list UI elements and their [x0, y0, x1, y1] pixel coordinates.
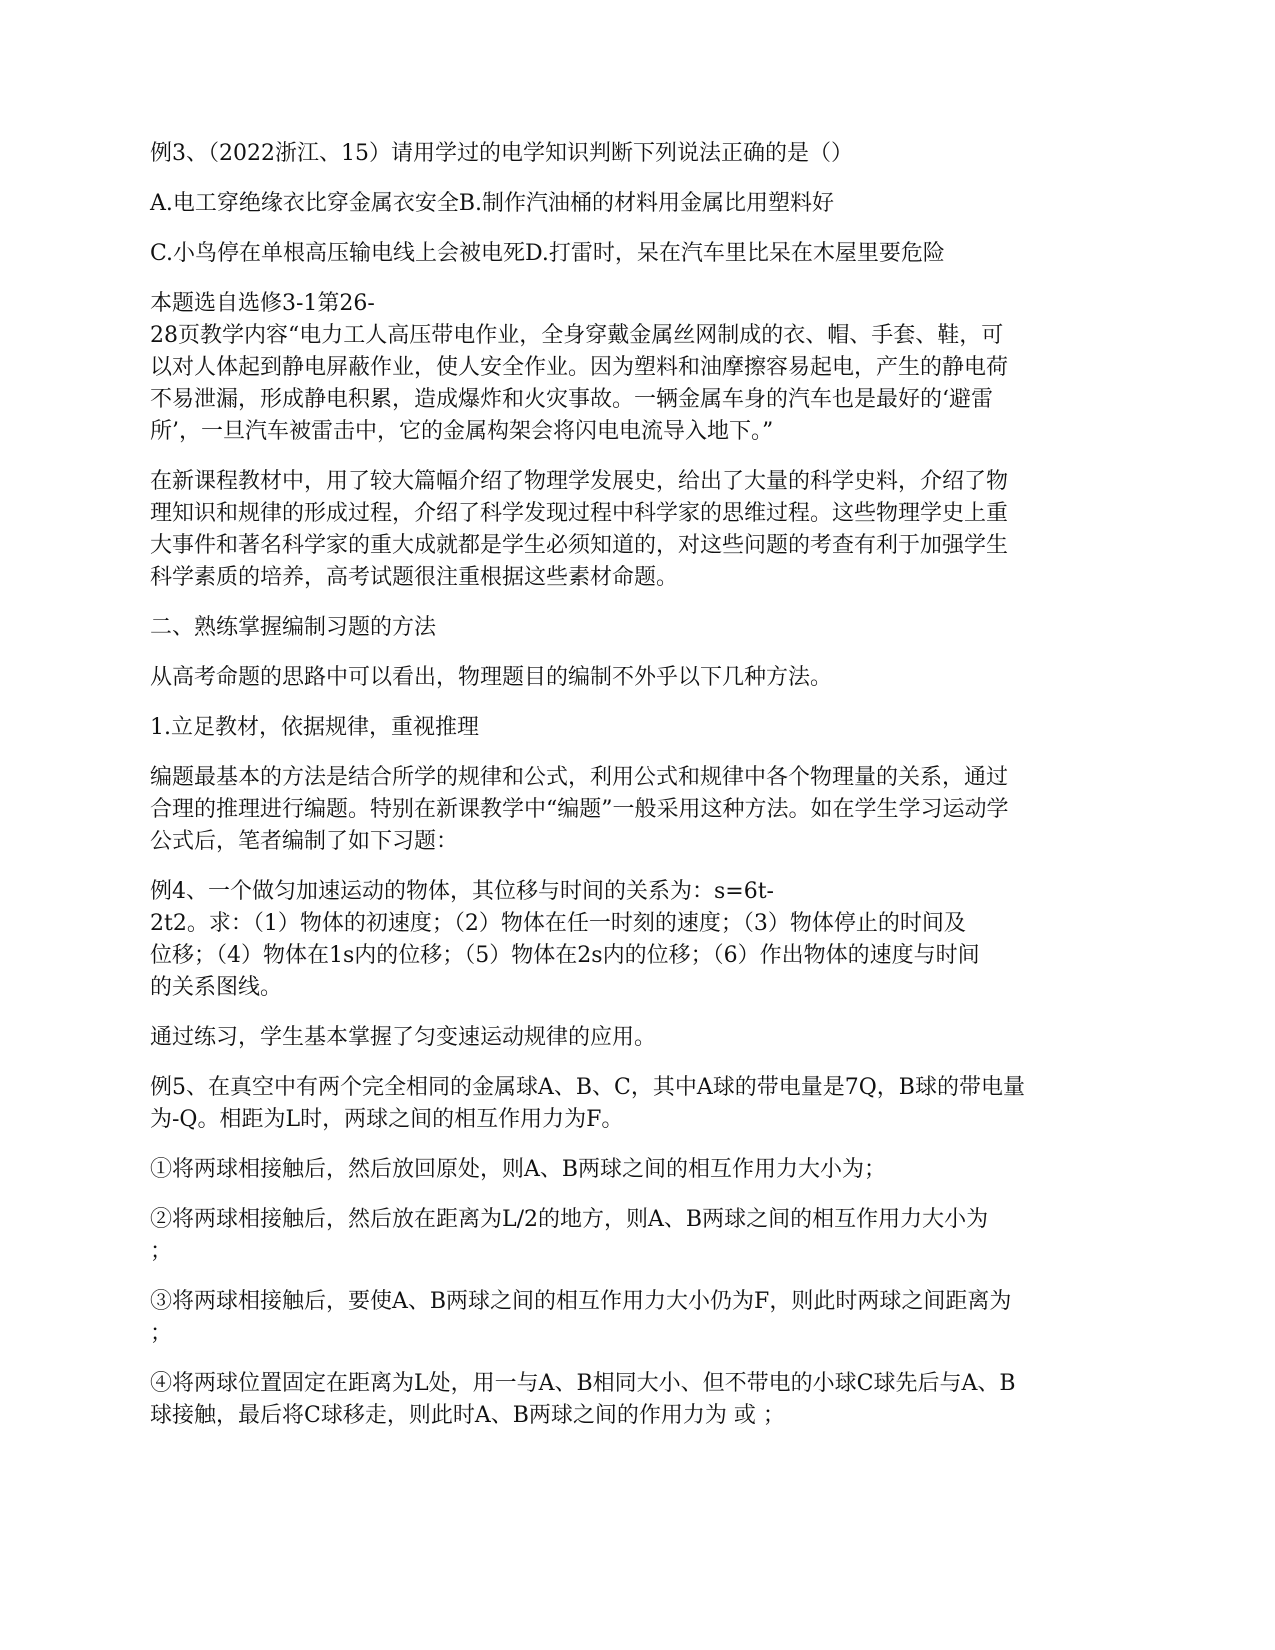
text-line: ；	[150, 1239, 173, 1264]
text-line: 球接触，最后将C球移走，则此时A、B两球之间的作用力为 或 ；	[150, 1403, 785, 1428]
text-line: 科学素质的培养，高考试题很注重根据这些素材命题。	[150, 565, 679, 590]
method-1-heading	[150, 712, 1125, 744]
history-paragraph	[150, 466, 1125, 594]
text-line: 二、熟练掌握编制习题的方法	[150, 615, 437, 640]
text-line: 2t2。求：（1）物体的初速度；（2）物体在任一时刻的速度；（3）物体停止的时间及	[150, 911, 966, 936]
text-line: 例5、在真空中有两个完全相同的金属球A、B、C，其中A球的带电量是7Q，B球的带电量	[150, 1075, 1025, 1100]
example5-question-3	[150, 1286, 1125, 1350]
text-line: ③将两球相接触后，要使A、B两球之间的相互作用力大小仍为F，则此时两球之间距离为	[150, 1289, 1012, 1314]
text-line: 例4、一个做匀加速运动的物体，其位移与时间的关系为：s=6t-	[150, 879, 774, 904]
text-line: ②将两球相接触后，然后放在距离为L/2的地方，则A、B两球之间的相互作用力大小为	[150, 1207, 989, 1232]
method-1-body-paragraph	[150, 762, 1125, 858]
text-line: 大事件和著名科学家的重大成就都是学生必须知道的，对这些问题的考查有利于加强学生	[150, 533, 1009, 558]
text-line: 通过练习，学生基本掌握了匀变速运动规律的应用。	[150, 1025, 657, 1050]
text-line: 合理的推理进行编题。特别在新课教学中“编题”一般采用这种方法。如在学生学习运动学	[150, 797, 1009, 822]
text-line: 公式后，笔者编制了如下习题：	[150, 829, 459, 854]
practice-note-paragraph	[150, 1022, 1125, 1054]
example3-question	[150, 138, 1125, 170]
text-line: 所’，一旦汽车被雷击中，它的金属构架会将闪电电流导入地下。”	[150, 419, 774, 444]
example3-options-ab	[150, 188, 1125, 220]
textbook-source-paragraph	[150, 288, 1125, 448]
text-line: ④将两球位置固定在距离为L处，用一与A、B相同大小、但不带电的小球C球先后与A、B	[150, 1371, 1016, 1396]
text-line: 位移；（4）物体在1s内的位移；（5）物体在2s内的位移；（6）作出物体的速度与时间	[150, 943, 980, 968]
text-line: C.小鸟停在单根高压输电线上会被电死D.打雷时，呆在汽车里比呆在木屋里要危险	[150, 241, 945, 266]
example3-options-cd	[150, 238, 1125, 270]
methods-intro-paragraph	[150, 662, 1125, 694]
text-line: 28页教学内容“电力工人高压带电作业，全身穿戴金属丝网制成的衣、帽、手套、鞋，可	[150, 323, 1004, 348]
text-line: 1.立足教材，依据规律，重视推理	[150, 715, 479, 740]
document-page	[150, 138, 1125, 1450]
text-line: 本题选自选修3-1第26-	[150, 291, 375, 316]
text-line: 例3、（2022浙江、15）请用学过的电学知识判断下列说法正确的是（）	[150, 141, 853, 166]
text-line: 不易泄漏，形成静电积累，造成爆炸和火灾事故。一辆金属车身的汽车也是最好的‘避雷	[150, 387, 993, 412]
example5-question-4	[150, 1368, 1125, 1432]
text-line: 的关系图线。	[150, 975, 283, 1000]
text-line: ；	[150, 1321, 173, 1346]
example5-paragraph	[150, 1072, 1125, 1136]
text-line: 在新课程教材中，用了较大篇幅介绍了物理学发展史，给出了大量的科学史料，介绍了物	[150, 469, 1009, 494]
example5-question-1	[150, 1154, 1125, 1186]
text-line: ①将两球相接触后，然后放回原处，则A、B两球之间的相互作用力大小为；	[150, 1157, 887, 1182]
text-line: 编题最基本的方法是结合所学的规律和公式，利用公式和规律中各个物理量的关系，通过	[150, 765, 1009, 790]
example4-paragraph	[150, 876, 1125, 1004]
example5-question-2	[150, 1204, 1125, 1268]
text-line: 为-Q。相距为L时，两球之间的相互作用力为F。	[150, 1107, 624, 1132]
text-line: A.电工穿绝缘衣比穿金属衣安全B.制作汽油桶的材料用金属比用塑料好	[150, 191, 835, 216]
text-line: 从高考命题的思路中可以看出，物理题目的编制不外乎以下几种方法。	[150, 665, 833, 690]
section-heading	[150, 612, 1125, 644]
text-line: 以对人体起到静电屏蔽作业，使人安全作业。因为塑料和油摩擦容易起电，产生的静电荷	[150, 355, 1009, 380]
text-line: 理知识和规律的形成过程，介绍了科学发现过程中科学家的思维过程。这些物理学史上重	[150, 501, 1009, 526]
